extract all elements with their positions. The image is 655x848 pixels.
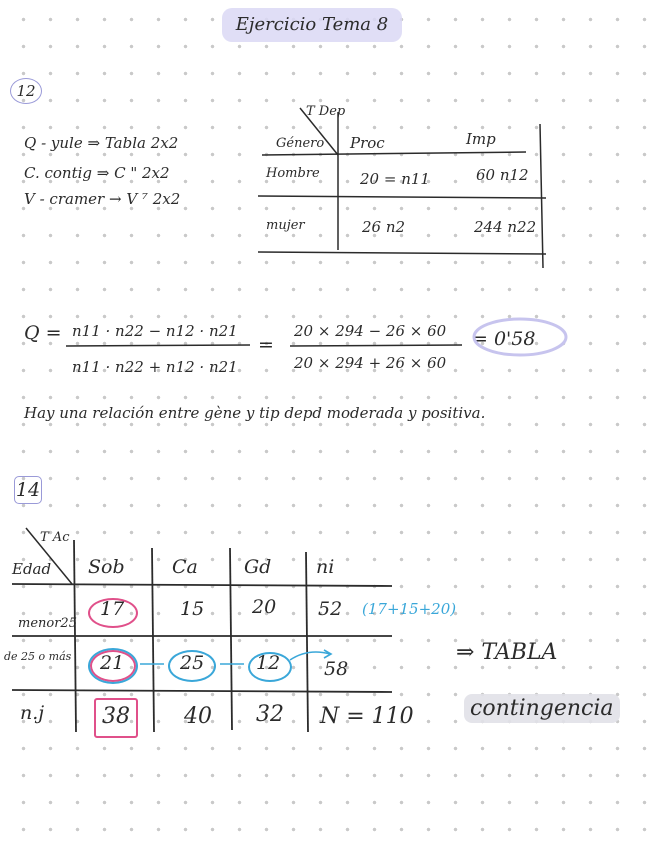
table-14-cell: 52 bbox=[318, 598, 343, 620]
table-14-row-label: menor25 bbox=[18, 616, 77, 631]
table-12-row-mujer: mujer bbox=[266, 218, 305, 233]
table-14-cell: 20 bbox=[252, 596, 277, 618]
note-cramer: V - cramer → V ⁷ 2x2 bbox=[24, 190, 181, 208]
table-14-header: Gd bbox=[244, 556, 272, 578]
formula-lhs: Q = bbox=[24, 322, 62, 344]
formula-equals: = bbox=[258, 334, 274, 356]
table-14-header: Ca bbox=[172, 556, 198, 578]
row-sum-note: (17+15+20) bbox=[362, 600, 457, 618]
formula-result: = 0'58 bbox=[472, 328, 536, 350]
table-14-header: Sob bbox=[88, 556, 125, 578]
note-yule: Q - yule ⇒ Tabla 2x2 bbox=[24, 134, 179, 152]
table-12-cell: 20 = n11 bbox=[360, 170, 430, 188]
exercise-12-number: 12 bbox=[10, 78, 42, 104]
table-12-corner-top: T Dep bbox=[306, 104, 346, 119]
table-14-cell: 40 bbox=[184, 704, 212, 729]
table-12-header-imp: Imp bbox=[466, 130, 496, 148]
table-14-cell: 58 bbox=[324, 658, 349, 680]
formula-sub-denominator: 20 × 294 + 26 × 60 bbox=[294, 354, 447, 372]
formula-sub-numerator: 20 × 294 − 26 × 60 bbox=[294, 322, 447, 340]
table-14-corner-top: T Ac bbox=[40, 530, 70, 545]
table-14-cell: 12 bbox=[256, 652, 281, 674]
table-12-cell: 60 n12 bbox=[476, 166, 529, 184]
table-12-corner-bottom: Género bbox=[276, 136, 325, 151]
table-12-header-proc: Proc bbox=[350, 134, 385, 152]
page-title: Ejercicio Tema 8 bbox=[222, 8, 402, 42]
table-14-cell: 32 bbox=[256, 702, 284, 727]
table-12-cell: 26 n2 bbox=[362, 218, 406, 236]
conclusion-text: Hay una relación entre gène y tip depd moderada y positiva. bbox=[24, 404, 486, 422]
table-12-row-hombre: Hombre bbox=[266, 166, 320, 181]
table-14-cell: 15 bbox=[180, 598, 205, 620]
table-14-cell: 25 bbox=[180, 652, 205, 674]
table-14-cell: 38 bbox=[102, 704, 130, 729]
formula-denominator: n11 · n22 + n12 · n21 bbox=[72, 358, 238, 376]
table-14-cell: N = 110 bbox=[320, 704, 414, 729]
note-contingency: C. contig ⇒ C " 2x2 bbox=[24, 164, 170, 182]
table-14-corner-bottom: Edad bbox=[12, 560, 52, 578]
table-12-cell: 244 n22 bbox=[474, 218, 537, 236]
table-14-cell: 21 bbox=[100, 652, 125, 674]
table-14-header: ni bbox=[316, 556, 335, 578]
table-14-row-label: n.j bbox=[20, 702, 45, 724]
exercise-14-number: 14 bbox=[14, 476, 42, 504]
side-note-contingencia: contingencia bbox=[464, 694, 620, 723]
formula-numerator: n11 · n22 − n12 · n21 bbox=[72, 322, 238, 340]
side-note-tabla: ⇒ TABLA bbox=[456, 640, 558, 665]
table-14-row-label: de 25 o más bbox=[4, 650, 72, 663]
table-14-cell: 17 bbox=[100, 598, 125, 620]
arrow-to-total bbox=[290, 652, 330, 660]
